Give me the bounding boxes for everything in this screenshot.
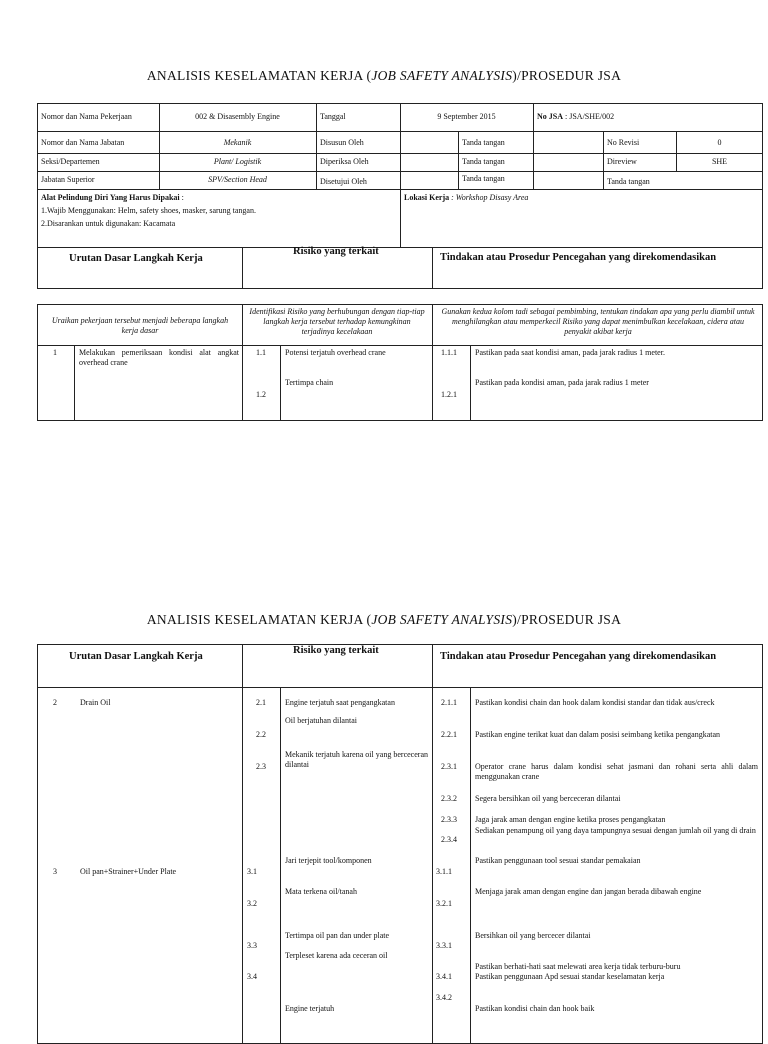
step3-a4-text: Pastikan berhati-hati saat melewati area kerja tidak terburu-buru [475,962,681,971]
title-text: ANALISIS KESELAMATAN KERJA ( [146,68,372,83]
step2-a3-no: 2.3.1 [441,762,457,771]
step3-a2-text: Menjaga jarak aman dengan engine dan jangan berada dibawah engine [475,887,702,896]
tanda-tangan-4: Tanda tangan [607,177,650,186]
apd-heading [41,193,184,203]
step3-a1-text: Pastikan penggunaan tool sesuai standar pemakaian [475,856,641,865]
step3-a2-no: 3.2.1 [436,899,452,908]
p2-header-col1: Urutan Dasar Langkah Kerja [69,651,203,662]
title-text-end: )/PROSEDUR JSA [512,68,622,83]
p1-header-col3: Tindakan atau Prosedur Pencegahan yang direkomendasikan [440,252,717,263]
tanda-tangan-2: Tanda tangan [462,157,505,166]
apd-line1: 1.Wajib Menggunakan: Helm, safety shoes, masker, sarung tangan. [41,206,256,215]
tanda-tangan-1: Tanda tangan [462,138,505,147]
apd-line2: 2.Disarankan untuk digunakan: Kacamata [41,219,176,228]
step2-a6-text: Sediakan penampung oil yang daya tampungnya sesuai dengan jumlah oil yang di drain [475,826,756,835]
step3-a6-no: 3.4.2 [436,993,452,1002]
no-revisi-value: 0 [717,138,722,147]
step2-r1-text: Engine terjatuh saat pengangkatan [285,698,395,707]
p1-header-col2: Risiko yang terkait [293,246,379,257]
step3-r1-text: Jari terjepit tool/komponen [285,856,372,865]
title-text: ANALISIS KESELAMATAN KERJA ( [146,612,372,627]
lokasi-label: Lokasi Kerja [404,193,450,202]
apd-label: Alat Pelindung Diri Yang Harus Dipakai [41,193,180,202]
step2-a3-text: Operator crane harus dalam kondisi sehat jasmani dan rohani serta ahli dalam menggunakan crane [475,762,758,781]
tanda-tangan-3: Tanda tangan [462,174,505,183]
jabatan-superior-value: SPV/Section Head [208,175,267,184]
tanggal-value: 9 September 2015 [437,112,496,121]
step2-a5-no: 2.3.3 [441,815,457,824]
step3-r1-no: 3.1 [247,867,257,876]
title-italic: JOB SAFETY ANALYSIS [371,68,513,83]
nomor-nama-pekerjaan-value: 002 & Disasembly Engine [195,112,280,121]
page2-title [0,612,768,628]
step2-a1-text: Pastikan kondisi chain dan hook dalam kondisi standar dan tidak aus/creck [475,698,715,707]
no-jsa-value: : JSA/SHE/002 [563,112,615,121]
seksi-label: Seksi/Departemen [41,157,100,166]
apd-colon: : [179,193,184,202]
step1-no: 1 [53,348,57,357]
step2-a6-no: 2.3.4 [441,835,457,844]
step2-no: 2 [53,698,57,707]
step2-a4-text: Segera bersihkan oil yang berceceran dilantai [475,794,621,803]
step2-a2-text: Pastikan engine terikat kuat dan dalam posisi seimbang ketika pengangkatan [475,730,721,739]
guide-col2: Identifikasi Risiko yang berhubungan dengan tiap-tiap langkah kerja tersebut terhadap kemungkinan terjadinya kecelakaan [249,307,425,336]
step2-r2-text: Oil berjatuhan dilantai [285,716,357,725]
p2-header-col2: Risiko yang terkait [293,645,379,656]
step2-a5-text: Jaga jarak aman dengan engine ketika proses pengangkatan [475,815,666,824]
step2-a1-no: 2.1.1 [441,698,457,707]
seksi-value: Plant/ Logistik [213,157,262,166]
page1-title [0,68,768,84]
direview-value: SHE [711,157,728,166]
step2-r2-no: 2.2 [256,730,266,739]
p2-header-col3: Tindakan atau Prosedur Pencegahan yang direkomendasikan [440,651,717,662]
step2-a4-no: 2.3.2 [441,794,457,803]
step3-r2-text: Mata terkena oil/tanah [285,887,357,896]
guide-col3: Gunakan kedua kolom tadi sebagai pembimbing, tentukan tindakan apa yang perlu diambil untuk menghilangkan atau memperkecil Risiko yang dapat menimbulkan kecelakaan, cidera atau penyakit akibat kerja [441,307,755,336]
step3-a3-no: 3.3.1 [436,941,452,950]
step3-desc: Oil pan+Strainer+Under Plate [80,867,177,876]
no-jsa-label: No JSA [537,112,564,121]
lokasi-value: : Workshop Disasy Area [449,193,529,202]
title-text-end: )/PROSEDUR JSA [512,612,622,627]
step2-r3-no: 2.3 [256,762,266,771]
step1-a1-text: Pastikan pada saat kondisi aman, pada jarak radius 1 meter. [475,348,665,357]
step3-r3-text: Tertimpa oil pan dan under plate [285,931,390,940]
diperiksa-label: Diperiksa Oleh [320,157,369,166]
step3-a3-text: Bersihkan oil yang bercecer dilantai [475,931,591,940]
step1-r1-no: 1.1 [256,348,266,357]
step3-a5-no: 3.4.1 [436,972,452,981]
p1-header-col1: Urutan Dasar Langkah Kerja [69,253,203,264]
no-jsa [537,112,614,122]
step2-a2-no: 2.2.1 [441,730,457,739]
step3-r5-text: Engine terjatuh [285,1004,335,1013]
guide-col1: Uraikan pekerjaan tersebut menjadi beberapa langkah kerja dasar [51,316,229,335]
nomor-nama-jabatan-label: Nomor dan Nama Jabatan [41,138,125,147]
lokasi-kerja [404,193,528,203]
disetujui-label: Disetujui Oleh [320,177,367,186]
step1-r2-text: Tertimpa chain [285,378,334,387]
step3-r2-no: 3.2 [247,899,257,908]
direview-label: Direview [607,157,637,166]
step2-r1-no: 2.1 [256,698,266,707]
step3-r4-text: Terpleset karena ada ceceran oil [285,951,388,960]
step3-r4-no: 3.4 [247,972,257,981]
step1-desc: Melakukan pemeriksaan kondisi alat angkat overhead crane [79,348,239,367]
step2-r3-text: Mekanik terjatuh karena oil yang berceceran dilantai [285,750,428,769]
no-revisi-label: No Revisi [607,138,640,147]
step1-r2-no: 1.2 [256,390,266,399]
step1-a1-no: 1.1.1 [441,348,457,357]
disusun-label: Disusun Oleh [320,138,364,147]
nomor-nama-jabatan-value: Mekanik [223,138,252,147]
step3-a7-text: Pastikan kondisi chain dan hook baik [475,1004,595,1013]
jabatan-superior-label: Jabatan Superior [41,175,95,184]
step1-a2-text: Pastikan pada kondisi aman, pada jarak radius 1 meter [475,378,649,387]
step1-r1-text: Potensi terjatuh overhead crane [285,348,386,357]
title-italic: JOB SAFETY ANALYSIS [371,612,513,627]
step3-a1-no: 3.1.1 [436,867,452,876]
nomor-nama-pekerjaan-label: Nomor dan Nama Pekerjaan [41,112,132,121]
step3-no: 3 [53,867,57,876]
step3-r3-no: 3.3 [247,941,257,950]
step2-desc: Drain Oil [80,698,111,707]
tanggal-label: Tanggal [320,112,346,121]
step1-a2-no: 1.2.1 [441,390,457,399]
step3-a5-text: Pastikan penggunaan Apd sesuai standar keselamatan kerja [475,972,665,981]
